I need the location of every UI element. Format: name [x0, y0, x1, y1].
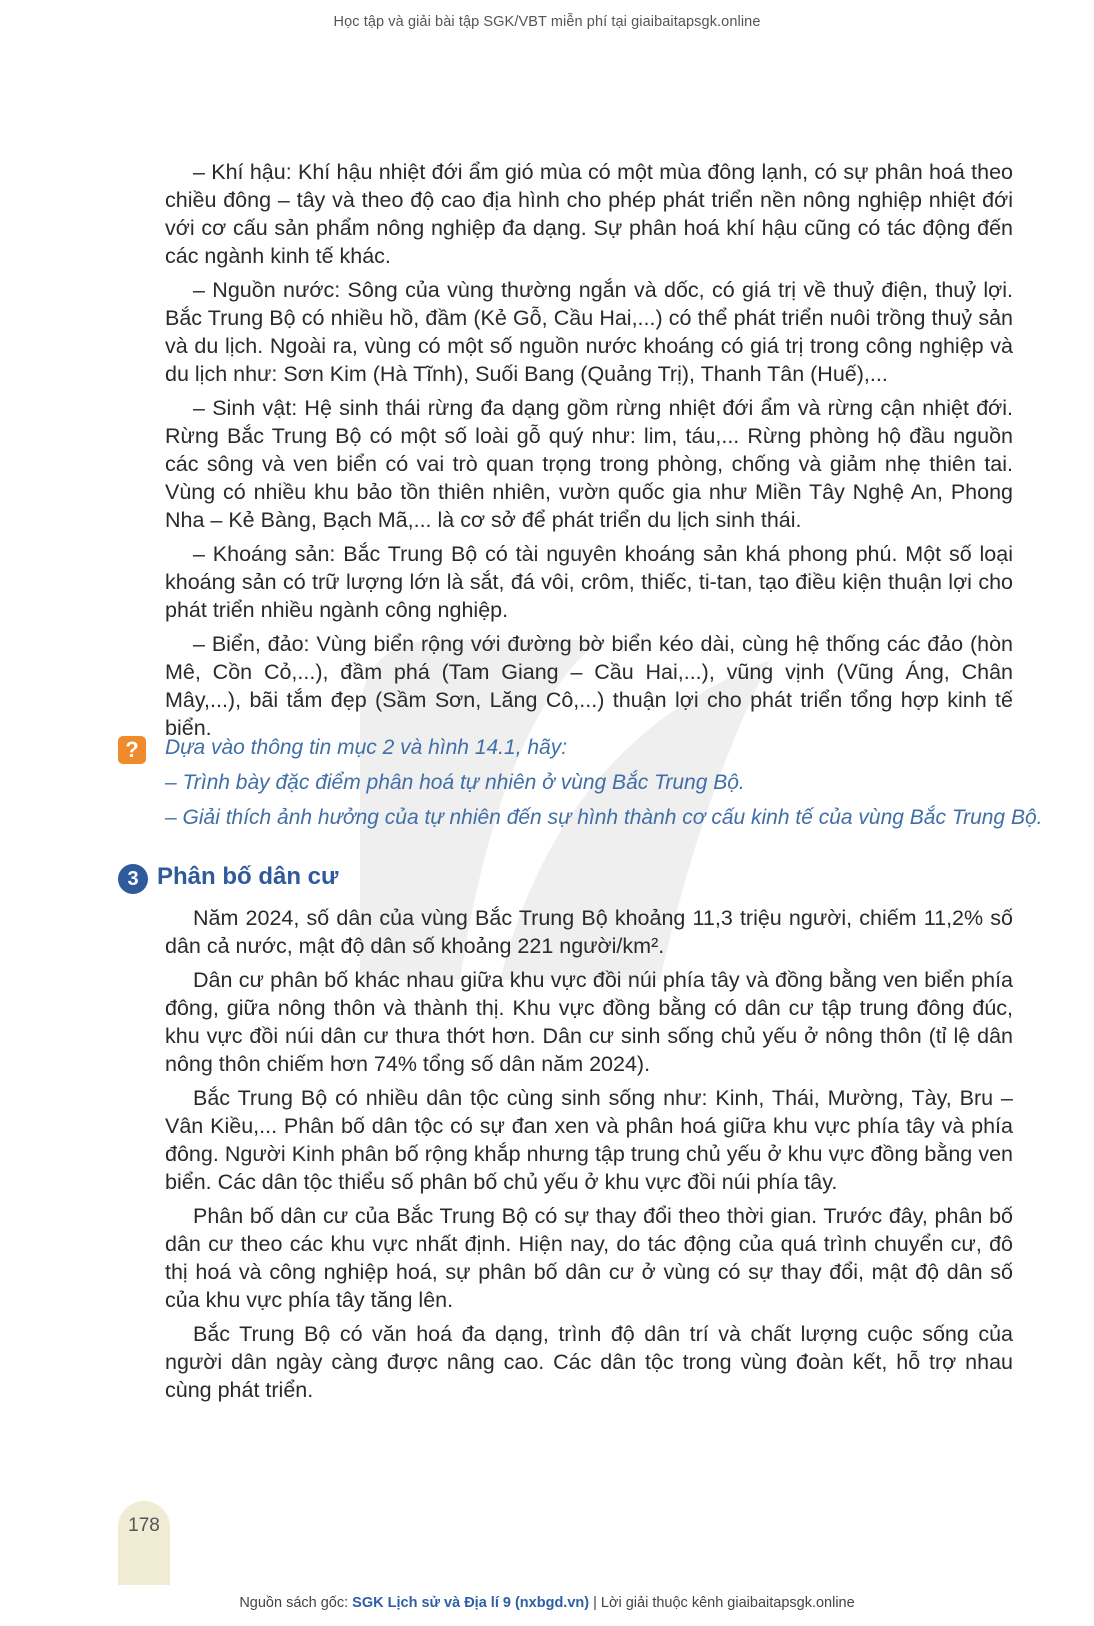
footer-prefix: Nguồn sách gốc: — [239, 1595, 353, 1611]
page-footer — [0, 1595, 1094, 1611]
paragraph-water: – Nguồn nước: Sông của vùng thường ngắn và dốc, có giá trị về thuỷ điện, thuỷ lợi. Bắc Trung Bộ có nhiều hồ, đầm (Kẻ Gỗ, Cầu Hai,...) có thể phát triển nuôi trồng thuỷ sản và du lịch. Ngoài ra, vùng có một số nguồn nước khoáng có giá trị trong công nghiệp và du lịch như: Sơn Kim (Hà Tĩnh), Suối Bang (Quảng Trị), Thanh Tân (Huế),... — [165, 278, 1013, 386]
paragraph-climate: – Khí hậu: Khí hậu nhiệt đới ẩm gió mùa có một mùa đông lạnh, có sự phân hoá theo chiều đông – tây và theo độ cao địa hình cho phép phát triển nền nông nghiệp nhiệt đới với cơ cấu sản phẩm nông nghiệp đa dạng. Sự phân hoá khí hậu cũng có tác động đến các ngành kinh tế khác. — [165, 160, 1013, 268]
question-mark-icon: ? — [118, 736, 146, 764]
footer-source-link[interactable]: SGK Lịch sử và Địa lí 9 (nxbgd.vn) — [352, 1595, 590, 1611]
footer-suffix: | Lời giải thuộc kênh giaibaitapsgk.online — [589, 1595, 855, 1611]
paragraph-minerals: – Khoáng sản: Bắc Trung Bộ có tài nguyên khoáng sản khá phong phú. Một số loại khoáng sản có trữ lượng lớn là sắt, đá vôi, crôm, thiếc, ti-tan, tạo điều kiện thuận lợi cho phát triển nhiều ngành công nghiệp. — [165, 542, 1013, 622]
paragraph-culture: Bắc Trung Bộ có văn hoá đa dạng, trình độ dân trí và chất lượng cuộc sống của người dân ngày càng được nâng cao. Các dân tộc trong vùng đoàn kết, hỗ trợ nhau cùng phát triển. — [165, 1322, 1013, 1402]
page-header: Học tập và giải bài tập SGK/VBT miễn phí tại giaibaitapsgk.online — [333, 14, 761, 30]
page-number-tab — [118, 1501, 170, 1585]
paragraph-biology: – Sinh vật: Hệ sinh thái rừng đa dạng gồm rừng nhiệt đới ẩm và rừng cận nhiệt đới. Rừng Bắc Trung Bộ có một số loài gỗ quý như: lim, táu,... Rừng phòng hộ đầu nguồn các sông và ven biển có vai trò quan trọng trong phòng, chống và giảm nhẹ thiên tai. Vùng có nhiều khu bảo tồn thiên nhiên, vườn quốc gia như Miền Tây Nghệ An, Phong Nha – Kẻ Bàng, Bạch Mã,... là cơ sở để phát triển du lịch sinh thái. — [165, 396, 1013, 532]
question-item-1: – Trình bày đặc điểm phân hoá tự nhiên ở vùng Bắc Trung Bộ. — [165, 771, 745, 794]
paragraph-changes: Phân bố dân cư của Bắc Trung Bộ có sự thay đổi theo thời gian. Trước đây, phân bố dân cư theo các khu vực nhất định. Hiện nay, do tác động của quá trình chuyển cư, đô thị hoá và công nghiệp hoá, sự phân bố dân cư ở vùng có sự thay đổi, mật độ dân số của khu vực phía tây tăng lên. — [165, 1204, 1013, 1312]
section-title: Phân bố dân cư — [157, 863, 339, 890]
paragraph-population: Năm 2024, số dân của vùng Bắc Trung Bộ khoảng 11,3 triệu người, chiếm 11,2% số dân cả nước, mật độ dân số khoảng 221 người/km². — [165, 906, 1013, 958]
paragraph-distribution: Dân cư phân bố khác nhau giữa khu vực đồi núi phía tây và đồng bằng ven biển phía đông, giữa nông thôn và thành thị. Khu vực đồng bằng có dân cư tập trung đông đúc, khu vực đồi núi dân cư thưa thớt hơn. Dân cư sinh sống chủ yếu ở nông thôn (tỉ lệ dân nông thôn chiếm hơn 74% tổng số dân năm 2024). — [165, 968, 1013, 1076]
question-item-2: – Giải thích ảnh hưởng của tự nhiên đến sự hình thành cơ cấu kinh tế của vùng Bắc Trung Bộ. — [165, 806, 1043, 829]
section-3-content — [165, 904, 1013, 1410]
section-2-content — [165, 158, 1013, 748]
paragraph-sea-islands: – Biển, đảo: Vùng biển rộng với đường bờ biển kéo dài, cùng hệ thống các đảo (hòn Mê, Cồn Cỏ,...), đầm phá (Tam Giang – Cầu Hai,...), vũng vịnh (Vũng Áng, Chân Mây,...), bãi tắm đẹp (Sầm Sơn, Lăng Cô,...) thuận lợi cho phát triển tổng hợp kinh tế biển. — [165, 632, 1013, 740]
paragraph-ethnic-groups: Bắc Trung Bộ có nhiều dân tộc cùng sinh sống như: Kinh, Thái, Mường, Tày, Bru – Vân Kiều,... Phân bố dân tộc có sự đan xen và phân hoá giữa khu vực phía tây và phía đông. Người Kinh phân bố rộng khắp nhưng tập trung chủ yếu ở khu vực đồng bằng ven biển. Các dân tộc thiểu số phân bố chủ yếu ở khu vực đồi núi phía tây. — [165, 1086, 1013, 1194]
question-intro: Dựa vào thông tin mục 2 và hình 14.1, hãy: — [165, 736, 568, 759]
page-number: 178 — [128, 1515, 160, 1536]
section-number-badge: 3 — [118, 864, 148, 894]
